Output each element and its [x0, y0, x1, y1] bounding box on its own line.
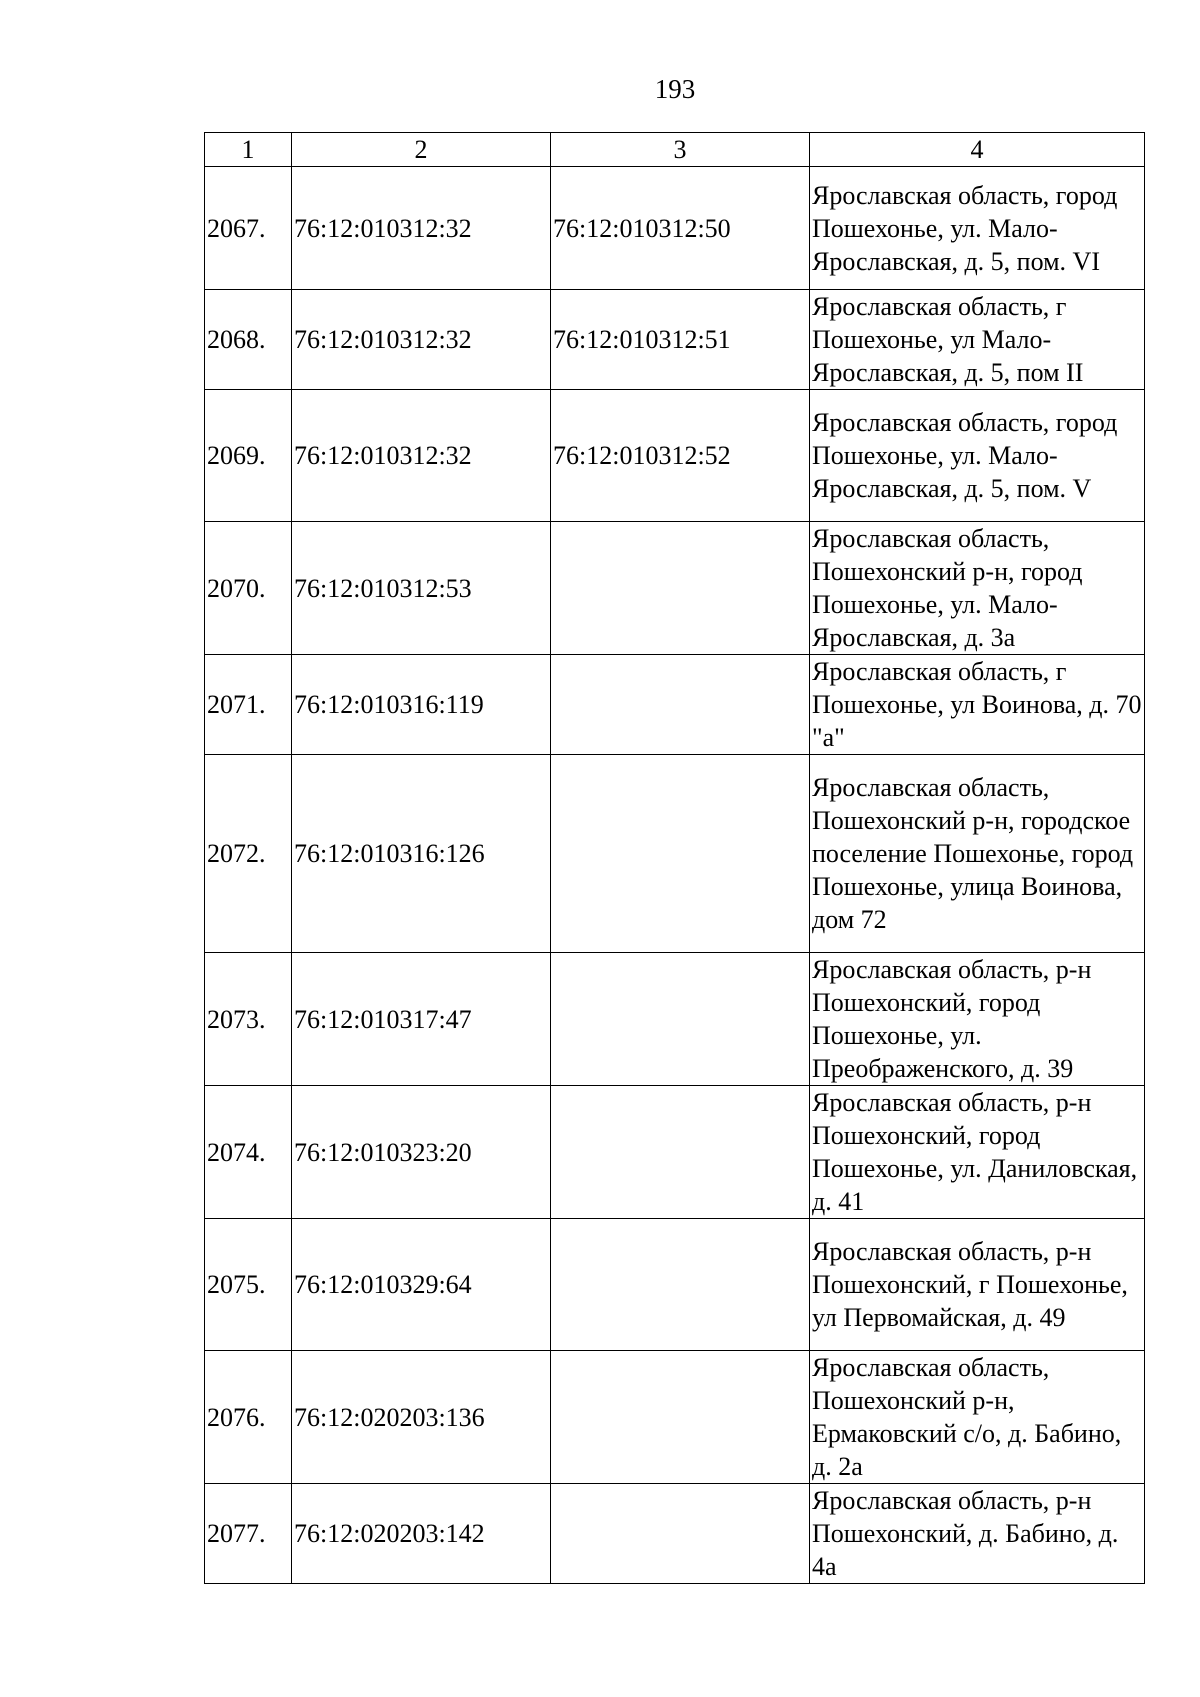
- cadastral-number: 76:12:010317:47: [292, 953, 551, 1086]
- row-number: 2068.: [205, 290, 292, 390]
- cadastral-number: 76:12:010312:32: [292, 167, 551, 290]
- cadastral-number: 76:12:010312:32: [292, 290, 551, 390]
- related-cadastral-number: [551, 953, 810, 1086]
- table-row: [205, 390, 1145, 522]
- related-cadastral-number: [551, 1351, 810, 1484]
- table-row: [205, 167, 1145, 290]
- cadastral-number: 76:12:020203:136: [292, 1351, 551, 1484]
- related-cadastral-number: [551, 1484, 810, 1584]
- column-header-1: 1: [205, 133, 292, 167]
- address: Ярославская область, р-н Пошехонский, д. Бабино, д. 4а: [810, 1484, 1145, 1584]
- table-row: [205, 1351, 1145, 1484]
- table-row: [205, 290, 1145, 390]
- row-number: 2069.: [205, 390, 292, 522]
- address: Ярославская область, город Пошехонье, ул. Мало-Ярославская, д. 5, пом. VI: [810, 167, 1145, 290]
- table-row: [205, 522, 1145, 655]
- cadastral-number: 76:12:010312:32: [292, 390, 551, 522]
- row-number: 2072.: [205, 755, 292, 953]
- cadastral-number: 76:12:010316:119: [292, 655, 551, 755]
- related-cadastral-number: 76:12:010312:50: [551, 167, 810, 290]
- page-number: 193: [654, 74, 696, 104]
- row-number: 2077.: [205, 1484, 292, 1584]
- column-header-4: 4: [810, 133, 1145, 167]
- table-row: [205, 953, 1145, 1086]
- row-number: 2076.: [205, 1351, 292, 1484]
- cadastral-number: 76:12:010316:126: [292, 755, 551, 953]
- related-cadastral-number: [551, 1219, 810, 1351]
- column-header-3: 3: [551, 133, 810, 167]
- related-cadastral-number: [551, 1086, 810, 1219]
- related-cadastral-number: 76:12:010312:52: [551, 390, 810, 522]
- address: Ярославская область, р-н Пошехонский, город Пошехонье, ул. Преображенского, д. 39: [810, 953, 1145, 1086]
- row-number: 2074.: [205, 1086, 292, 1219]
- table-row: [205, 1086, 1145, 1219]
- address: Ярославская область, Пошехонский р-н, город Пошехонье, ул. Мало-Ярославская, д. 3а: [810, 522, 1145, 655]
- row-number: 2075.: [205, 1219, 292, 1351]
- address: Ярославская область, г Пошехонье, ул Мало-Ярославская, д. 5, пом II: [810, 290, 1145, 390]
- address: Ярославская область, Пошехонский р-н, городское поселение Пошехонье, город Пошехонье, улица Воинова, дом 72: [810, 755, 1145, 953]
- table-row: [205, 1219, 1145, 1351]
- related-cadastral-number: [551, 522, 810, 655]
- table-header-row: [205, 133, 1145, 167]
- row-number: 2071.: [205, 655, 292, 755]
- cadastral-number: 76:12:010323:20: [292, 1086, 551, 1219]
- cadastral-number: 76:12:020203:142: [292, 1484, 551, 1584]
- row-number: 2073.: [205, 953, 292, 1086]
- address: Ярославская область, р-н Пошехонский, г Пошехонье, ул Первомайская, д. 49: [810, 1219, 1145, 1351]
- row-number: 2067.: [205, 167, 292, 290]
- related-cadastral-number: [551, 755, 810, 953]
- related-cadastral-number: 76:12:010312:51: [551, 290, 810, 390]
- address: Ярославская область, Пошехонский р-н, Ермаковский с/о, д. Бабино, д. 2а: [810, 1351, 1145, 1484]
- table-row: [205, 1484, 1145, 1584]
- registry-table: [204, 132, 1145, 1584]
- column-header-2: 2: [292, 133, 551, 167]
- related-cadastral-number: [551, 655, 810, 755]
- address: Ярославская область, р-н Пошехонский, город Пошехонье, ул. Даниловская, д. 41: [810, 1086, 1145, 1219]
- cadastral-number: 76:12:010329:64: [292, 1219, 551, 1351]
- table-row: [205, 755, 1145, 953]
- table-row: [205, 655, 1145, 755]
- row-number: 2070.: [205, 522, 292, 655]
- cadastral-number: 76:12:010312:53: [292, 522, 551, 655]
- address: Ярославская область, город Пошехонье, ул. Мало-Ярославская, д. 5, пом. V: [810, 390, 1145, 522]
- address: Ярославская область, г Пошехонье, ул Воинова, д. 70 "а": [810, 655, 1145, 755]
